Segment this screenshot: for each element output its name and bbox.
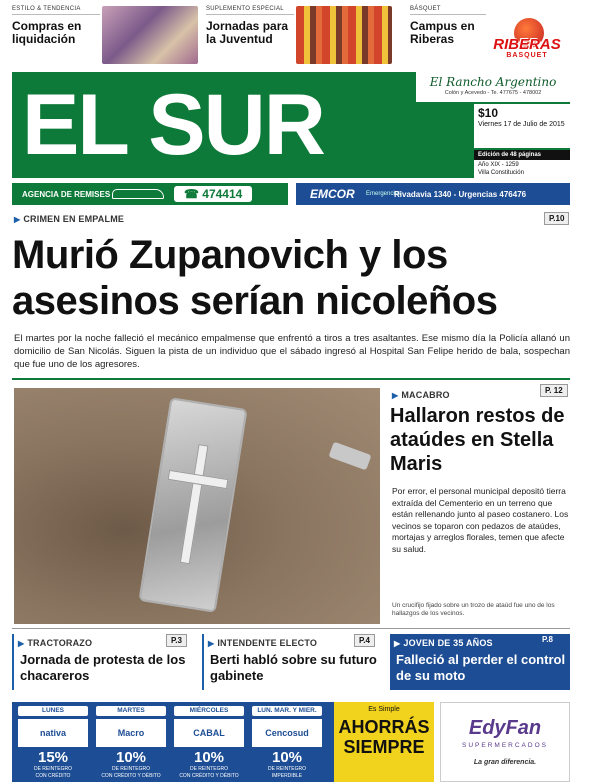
bottom-kicker-text: TRACTORAZO: [27, 638, 93, 648]
bank-credit: CON CRÉDITO Y DÉBITO: [101, 773, 161, 779]
emcor-sub: Emergencias: [366, 191, 402, 197]
bank-column: [252, 706, 322, 778]
teaser-headline: Campus en Riberas: [410, 19, 475, 46]
teaser-kicker: BÁSQUET: [410, 6, 486, 15]
ad-brand: El Rancho Argentino: [429, 75, 557, 89]
edition-pages: Edición de 48 páginas: [474, 150, 570, 160]
bank-day: LUN. MAR. Y MIER.: [252, 706, 322, 716]
newspaper-logo[interactable]: EL SUR: [22, 77, 324, 173]
second-kicker-text: MACABRO: [401, 390, 450, 400]
main-story-kicker: [14, 214, 124, 224]
bottom-story-page[interactable]: P.3: [166, 634, 187, 647]
bank-credit: CON CRÉDITO: [35, 773, 71, 779]
main-kicker-text: CRIMEN EN EMPALME: [23, 214, 125, 224]
section-divider: [12, 628, 570, 629]
issue-date: Viernes 17 de Julio de 2015: [478, 121, 565, 128]
bank-percent: 10%: [193, 749, 225, 766]
issue-price: $10: [478, 106, 499, 120]
emcor-address: Rivadavia 1340 - Urgencias 476476: [394, 189, 527, 199]
bank-percent-sub: DE REINTEGRO: [111, 766, 151, 772]
second-story-kicker: [392, 390, 450, 400]
bottom-headline: Jornada de protesta de los chacareros: [20, 652, 186, 683]
bank-column: [18, 706, 88, 778]
ad-address: Colón y Acevedo - Te. 477675 - 478002: [444, 90, 542, 96]
teaser-photo-woman: [102, 6, 198, 64]
teaser-headline: Compras en liquidación: [12, 19, 82, 46]
remises-phone: ☎ 474414: [174, 186, 252, 202]
ahorras-siempre: [334, 702, 434, 782]
teaser-campus[interactable]: [410, 6, 486, 68]
bank-column: [174, 706, 244, 778]
teaser-photo-group: [296, 6, 392, 64]
edyfan-slogan: La gran diferencia.: [473, 759, 537, 766]
bottom-story-moto[interactable]: [390, 634, 570, 690]
bank-logo: Cencosud: [252, 719, 322, 747]
masthead: [12, 72, 570, 178]
bank-promo-ad[interactable]: [12, 702, 434, 782]
coffin-shape: [138, 397, 247, 613]
bank-logo: nativa: [18, 719, 88, 747]
issue-city: Villa Constitución: [478, 170, 524, 176]
bottom-kicker: [18, 638, 92, 648]
triangle-bullet-icon: ▶: [392, 391, 399, 400]
triangle-bullet-icon: ▶: [14, 215, 21, 224]
second-body: Por error, el personal municipal depositó tierra extraída del Cementerio en un terreno que están rellenando junto al paseo costanero. Los vecinos se toparon con pedazos de ataúdes, mortajas y arreglos florales, temen que afecte su salud.: [392, 486, 569, 554]
bottom-story-page[interactable]: P.8: [538, 634, 557, 645]
bank-percent: 15%: [37, 749, 69, 766]
issue-info: [474, 104, 570, 178]
rancho-argentino-ad[interactable]: [416, 72, 570, 102]
bank-percent: 10%: [271, 749, 303, 766]
main-story-page[interactable]: P.10: [544, 212, 569, 225]
bank-day: MIÉRCOLES: [174, 706, 244, 716]
emcor-ad[interactable]: [296, 183, 570, 205]
bank-logo: Macro: [96, 719, 166, 747]
teaser-jornadas[interactable]: [206, 6, 294, 68]
teaser-headline: Jornadas para la Juventud: [206, 19, 289, 46]
triangle-bullet-icon: ▶: [18, 639, 25, 648]
bank-credit: CON CRÉDITO Y DÉBITO: [179, 773, 239, 779]
photo-caption: Un crucifijo fijado sobre un trozo de ataúd fue uno de los hallazgos de los vecinos.: [392, 602, 555, 617]
price-box: [474, 104, 570, 148]
bottom-headline: Falleció al perder el control de su moto: [396, 652, 566, 683]
teaser-compras[interactable]: [12, 6, 100, 68]
bank-percent-sub: DE REINTEGRO: [267, 766, 307, 772]
bank-column: [96, 706, 166, 778]
top-teasers: [0, 0, 600, 70]
teaser-kicker: ESTILO & TENDENCIA: [12, 6, 100, 15]
bottom-headline: Berti habló sobre su futuro gabinete: [210, 652, 377, 683]
debris-shape: [328, 442, 371, 471]
triangle-bullet-icon: ▶: [208, 639, 215, 648]
issue-year: Año XIX - 1259: [478, 162, 519, 168]
bank-percent: 10%: [115, 749, 147, 766]
bottom-story-intendente[interactable]: [202, 634, 382, 690]
bank-day: MARTES: [96, 706, 166, 716]
edyfan-ad[interactable]: [440, 702, 570, 782]
edyfan-super: SUPERMERCADOS: [462, 742, 548, 749]
main-headline[interactable]: Murió Zupanovich y los asesinos serían nicoleños: [12, 233, 498, 323]
second-headline[interactable]: Hallaron restos de ataúdes en Stella Maris: [390, 405, 565, 475]
section-divider: [12, 378, 570, 380]
bottom-kicker-text: JOVEN DE 35 AÑOS: [403, 638, 493, 648]
triangle-bullet-icon: ▶: [394, 639, 401, 648]
bottom-kicker: [208, 638, 317, 648]
remises-ad[interactable]: [12, 183, 288, 205]
riberas-word: RIBERAS: [493, 36, 561, 53]
bank-logo: CABAL: [174, 719, 244, 747]
bottom-story-tractorazo[interactable]: [12, 634, 196, 690]
bank-credit: IMPERDIBLE: [271, 773, 303, 779]
edyfan-logo: EdyFan: [468, 717, 542, 739]
ahorras-text: AHORRÁS SIEMPRE: [338, 717, 430, 757]
bank-day: LUNES: [18, 706, 88, 716]
bank-percent-sub: DE REINTEGRO: [33, 766, 73, 772]
crucifix-vertical: [180, 444, 209, 564]
bottom-story-page[interactable]: P.4: [354, 634, 375, 647]
emcor-logo: EMCOR: [310, 187, 355, 201]
teaser-kicker: SUPLEMENTO ESPECIAL: [206, 6, 294, 15]
riberas-logo: [482, 18, 572, 60]
bank-percent-sub: DE REINTEGRO: [189, 766, 229, 772]
issue-year-city: [474, 160, 570, 178]
second-story-page[interactable]: P. 12: [540, 384, 568, 397]
bottom-kicker-text: INTENDENTE ELECTO: [217, 638, 318, 648]
riberas-sub: BASQUET: [506, 52, 548, 59]
bottom-kicker: [394, 638, 493, 648]
remises-label: AGENCIA DE REMISES: [22, 189, 111, 199]
car-icon: [112, 189, 164, 199]
main-lede: El martes por la noche falleció el mecánico empalmense que enfrentó a tiros a tres asaltantes. Ese mismo día la Policía allanó un domicilio de San Nicolás. Siguen la pista de un individuo que el sábado ingresó al Hospital San Felipe herido de bala, sospechan que fue uno de los agresores.: [14, 333, 570, 370]
coffin-photo[interactable]: [14, 388, 380, 624]
es-simple: Es Simple: [368, 706, 400, 713]
